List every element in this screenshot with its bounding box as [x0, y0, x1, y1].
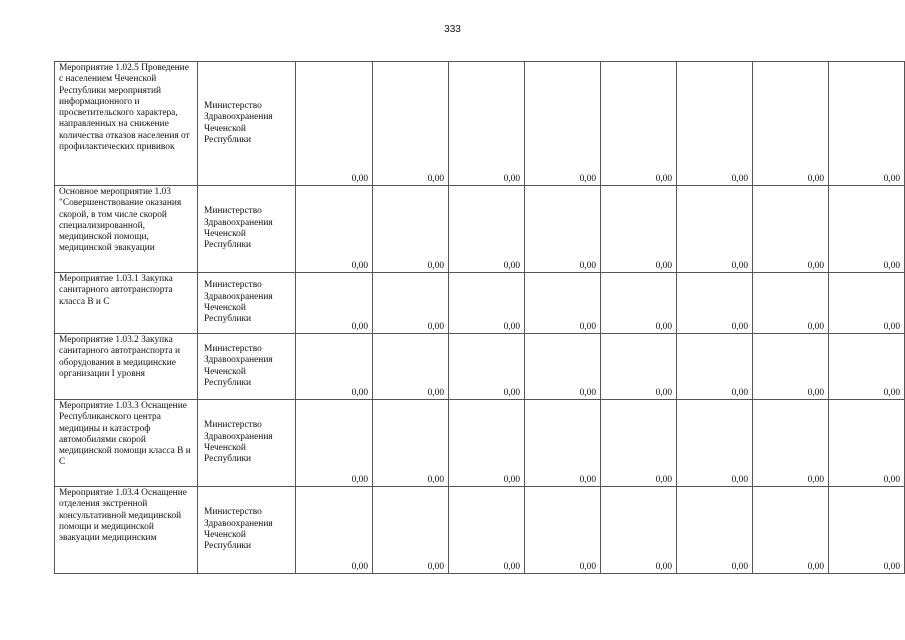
value-cell: 0,00	[677, 273, 753, 334]
value-cell: 0,00	[601, 400, 677, 487]
ministry-cell	[198, 400, 296, 487]
value-cell: 0,00	[373, 334, 449, 400]
ministry-cell	[198, 334, 296, 400]
value-cell: 0,00	[601, 487, 677, 574]
value-cell: 0,00	[296, 487, 373, 574]
value-cell: 0,00	[373, 487, 449, 574]
value-cell: 0,00	[601, 273, 677, 334]
event-description: Мероприятие 1.03.1 Закупка санитарного автотранспорта класса В и С	[59, 274, 173, 307]
value-cell: 0,00	[677, 400, 753, 487]
table-row	[55, 400, 905, 487]
responsible-executor: Министерство Здравоохранения Чеченской Республики	[204, 507, 273, 552]
value-cell: 0,00	[449, 400, 525, 487]
value-cell: 0,00	[525, 334, 601, 400]
value-cell: 0,00	[296, 186, 373, 273]
value-cell: 0,00	[373, 62, 449, 186]
value-cell: 0,00	[753, 186, 829, 273]
value-cell: 0,00	[296, 400, 373, 487]
value-cell: 0,00	[296, 273, 373, 334]
value-cell: 0,00	[449, 186, 525, 273]
value-cell: 0,00	[753, 62, 829, 186]
value-cell: 0,00	[829, 186, 905, 273]
event-cell	[55, 400, 198, 487]
event-description: Мероприятие 1.03.2 Закупка санитарного автотранспорта и оборудования в медицинские организации I уровня	[59, 335, 181, 379]
value-cell: 0,00	[449, 273, 525, 334]
responsible-executor: Министерство Здравоохранения Чеченской Республики	[204, 206, 273, 251]
value-cell: 0,00	[373, 186, 449, 273]
table-row	[55, 186, 905, 273]
value-cell: 0,00	[677, 62, 753, 186]
value-cell: 0,00	[829, 273, 905, 334]
event-description: Основное мероприятие 1.03 "Совершенствование оказания скорой, в том числе скорой специализированной, медицинской помощи, медицинской эвакуации	[59, 187, 182, 254]
responsible-executor: Министерство Здравоохранения Чеченской Республики	[204, 343, 273, 388]
value-cell: 0,00	[677, 487, 753, 574]
value-cell: 0,00	[525, 273, 601, 334]
value-cell: 0,00	[449, 334, 525, 400]
ministry-cell	[198, 186, 296, 273]
table-body	[55, 62, 905, 574]
event-cell	[55, 273, 198, 334]
budget-table	[54, 61, 905, 574]
ministry-cell	[198, 62, 296, 186]
value-cell: 0,00	[677, 334, 753, 400]
value-cell: 0,00	[601, 334, 677, 400]
value-cell: 0,00	[373, 273, 449, 334]
value-cell: 0,00	[753, 334, 829, 400]
value-cell: 0,00	[449, 487, 525, 574]
responsible-executor: Министерство Здравоохранения Чеченской Республики	[204, 420, 273, 465]
event-cell	[55, 62, 198, 186]
responsible-executor: Министерство Здравоохранения Чеченской Республики	[204, 100, 273, 145]
table-row	[55, 273, 905, 334]
event-description: Мероприятие 1.02.5 Проведение с населением Чеченской Республики мероприятий информационного и просветительского характера, направленных на снижение количества отказов населения от профилактических прививок	[59, 63, 190, 153]
event-cell	[55, 334, 198, 400]
ministry-cell	[198, 273, 296, 334]
table-row	[55, 334, 905, 400]
value-cell: 0,00	[296, 62, 373, 186]
event-cell	[55, 186, 198, 273]
responsible-executor: Министерство Здравоохранения Чеченской Республики	[204, 280, 273, 325]
value-cell: 0,00	[829, 62, 905, 186]
value-cell: 0,00	[601, 62, 677, 186]
event-description: Мероприятие 1.03.4 Оснащение отделения экстренной консультативной медицинской помощи и медицинской эвакуации медицинским	[59, 488, 187, 544]
ministry-cell	[198, 487, 296, 574]
table-row	[55, 487, 905, 574]
value-cell: 0,00	[525, 62, 601, 186]
value-cell: 0,00	[525, 400, 601, 487]
table-row	[55, 62, 905, 186]
value-cell: 0,00	[753, 400, 829, 487]
value-cell: 0,00	[525, 186, 601, 273]
value-cell: 0,00	[829, 334, 905, 400]
value-cell: 0,00	[829, 400, 905, 487]
value-cell: 0,00	[296, 334, 373, 400]
value-cell: 0,00	[601, 186, 677, 273]
event-cell	[55, 487, 198, 574]
value-cell: 0,00	[677, 186, 753, 273]
value-cell: 0,00	[753, 273, 829, 334]
event-description: Мероприятие 1.03.3 Оснащение Республиканского центра медицины и катастроф автомобилями скорой медицинской помощи класса В и С	[59, 401, 191, 468]
value-cell: 0,00	[373, 400, 449, 487]
value-cell: 0,00	[449, 62, 525, 186]
value-cell: 0,00	[525, 487, 601, 574]
page-number: 333	[444, 24, 461, 35]
value-cell: 0,00	[753, 487, 829, 574]
value-cell: 0,00	[829, 487, 905, 574]
